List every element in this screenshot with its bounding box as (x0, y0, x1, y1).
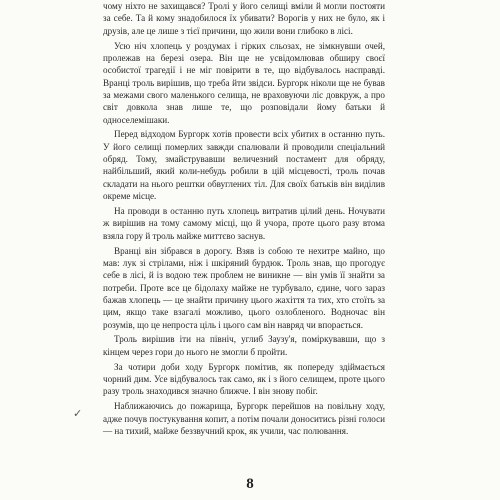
paragraph: Наближаючись до пожарища, Бургорк перейшов на повільну ходу, аджe почув постукування копит, а потім почали доноситись різні голоси — на тихий, майже беззвучний крок, як учили, час полювання. (103, 401, 385, 436)
book-page-text (103, 0, 385, 437)
paragraph: Вранці він зібрався в дорогу. Взяв із собою те нехитре майно, що мав: лук зі стрілами, ніж і шкіряний бурдюк. Троль знав, що прогодує себе в лісі, й із водою теж проблем не виникне — він умів її знайти за потреби. Проте все це бідолаху майже не турбувало, єдине, чого зараз бажав хлопець — це знайти причину цього жахіття та тих, хто стоїть за цим, якщо таке взагалі можливо, цього озлобленого. Водночас він розумів, що це непроста ціль і цього сам він навряд чи впорається. (103, 245, 385, 330)
paragraph: Перед відходом Бургорк хотів провести всіх убитих в останню путь. У його селищі померлих завжди спалювали й проводили спеціальний обряд. Тому, змайструвавши величезний постамент для обряду, найбільший, який коли-небудь робили в цій місцевості, троль почав складати на нього рештки обвуглених тіл. Для своїх батьків він виділив окреме місце. (103, 129, 385, 202)
paragraph: чому ніхто не захищався? Тролі у його селищі вміли й могли постояти за себе. Та й кому знадобилося їх убивати? Ворогів у них не було, як і друзів, але це лише з тієї причини, що жили вони глибоко в лісі. (103, 1, 385, 36)
paragraph: Троль вирішив іти на північ, углиб Заузу'я, поміркувавши, що з кінцем через гори до нього не змогли б пройти. (103, 334, 385, 357)
paragraph: На проводи в останню путь хлопець витратив цілий день. Ночувати ж вирішив на тому самому місці, що й учора, проте цього разу втома взяла гору й троль майже миттєво заснув. (103, 206, 385, 241)
paragraph: Усю ніч хлопець у роздумах і гірких сльозах, не зімкнувши очей, пролежав на березі озера. Він ще не усвідомлював обширу своєї особистої трагедії і не міг повірити в те, що відбувалось насправді. Вранці троль вирішив, що треба йти звідси. Бургорк ніколи ще не бував за межами свого маленького селища, не враховуючи ліс довкруж, а про світ довкола знав лише те, що розповідали йому батьки й односелемішаки. (103, 40, 385, 125)
page-number: 8 (246, 476, 254, 492)
margin-check-mark: ✓ (73, 408, 83, 420)
paragraph: За чотири доби ходу Бургорк помітив, як попереду здіймається чорний дим. Усе відбувалось так само, як і з його селищем, проте цього разу троль знаходився значно ближче. І він знову побіг. (103, 361, 385, 397)
